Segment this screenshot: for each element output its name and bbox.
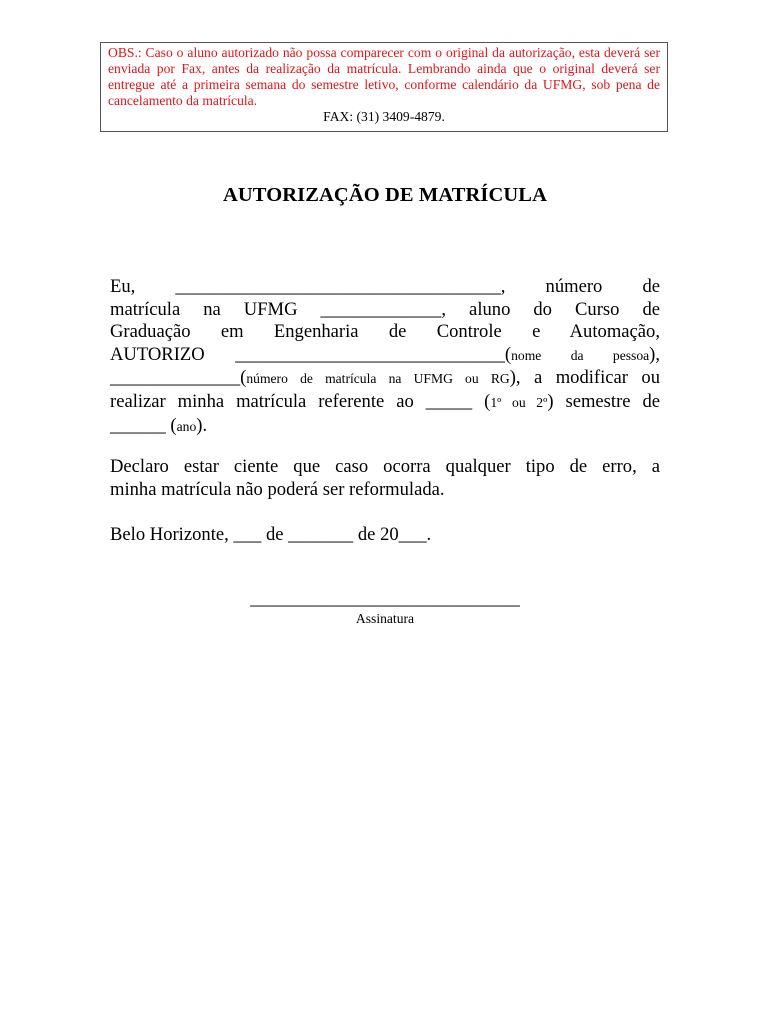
signature-line: _____________________________ <box>250 588 520 609</box>
signature-label: Assinatura <box>355 611 415 626</box>
paragraph-line-4 <box>110 344 660 368</box>
semester-text: realizar minha matrícula referente ao _____ ( <box>110 390 491 412</box>
fax-number: FAX: (31) 3409-4879. <box>323 109 445 124</box>
obs-notice-box <box>100 42 668 132</box>
line-6-end: ) semestre de <box>547 390 660 412</box>
paragraph-line-5 <box>110 367 660 391</box>
declaration-line-2: minha matrícula não poderá ser reformulada. <box>110 478 445 500</box>
semester-hint: 1º ou 2º <box>490 394 548 410</box>
date-paragraph <box>110 524 660 547</box>
registration-blank: ______________( <box>110 367 247 389</box>
line-5-end: ), a modificar ou <box>509 367 660 389</box>
authorizo-text: AUTORIZO _____________________________( <box>110 343 512 365</box>
paragraph-line-3: Graduação em Engenharia de Controle e Automação, <box>110 321 660 343</box>
paragraph-line-1: Eu, ___________________________________, número de <box>110 276 660 297</box>
person-name-hint: nome da pessoa <box>511 347 650 363</box>
line-7-end: ). <box>196 414 208 436</box>
paragraph-line-2: matrícula na UFMG _____________, aluno do Curso de <box>110 298 660 320</box>
registration-hint: número de matrícula na UFMG ou RG <box>246 371 510 387</box>
year-hint: ano <box>176 418 197 434</box>
declaration-line-1: Declaro estar ciente que caso ocorra qualquer tipo de erro, a <box>110 456 660 477</box>
line-4-end: ), <box>649 343 660 365</box>
document-title: AUTORIZAÇÃO DE MATRÍCULA <box>223 184 547 206</box>
paragraph-line-7 <box>110 415 660 439</box>
year-blank: ______ ( <box>110 414 177 436</box>
date-line: Belo Horizonte, ___ de _______ de 20___. <box>110 524 432 545</box>
authorization-paragraph <box>110 276 660 438</box>
declaration-paragraph <box>110 456 660 501</box>
paragraph-line-6 <box>110 391 660 415</box>
obs-notice-text: OBS.: Caso o aluno autorizado não possa comparecer com o original da autorização, esta deverá ser enviada por Fax, antes da realização da matrícula. Lembrando ainda que o original deverá ser entregue até a primeira semana do semestre letivo, conforme calendário da UFMG, sob pena de cancelamento da matrícula. <box>108 45 660 108</box>
